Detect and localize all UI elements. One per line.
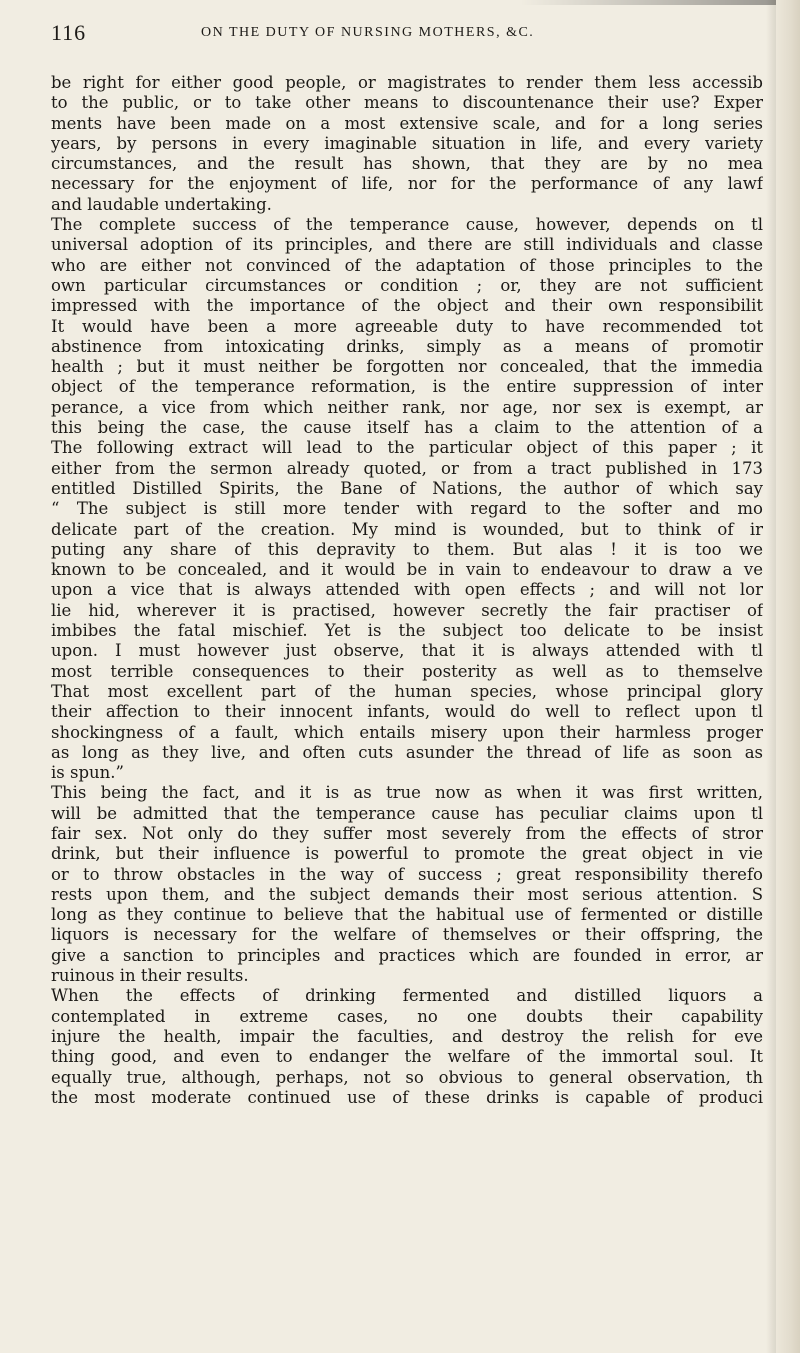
text-line: imbibes the fatal mischief. Yet is the subject too delicate to be insist bbox=[51, 621, 763, 641]
text-line: The complete success of the temperance cause, however, depends on tl bbox=[51, 215, 763, 235]
page-gutter-edge bbox=[776, 0, 800, 1353]
text-line: shockingness of a fault, which entails misery upon their harmless proger bbox=[51, 722, 763, 742]
text-line: as long as they live, and often cuts asunder the thread of life as soon as bbox=[51, 742, 763, 762]
text-line: who are either not convinced of the adaptation of those principles to the bbox=[51, 255, 763, 275]
body-text bbox=[51, 73, 763, 1343]
text-line: ments have been made on a most extensive scale, and for a long series bbox=[51, 113, 763, 133]
text-line: The following extract will lead to the particular object of this paper ; it bbox=[51, 438, 763, 458]
text-line: When the effects of drinking fermented and distilled liquors a bbox=[51, 986, 763, 1006]
text-line: either from the sermon already quoted, or from a tract published in 173 bbox=[51, 458, 763, 478]
text-line: fair sex. Not only do they suffer most severely from the effects of stror bbox=[51, 823, 763, 843]
text-line: abstinence from intoxicating drinks, simply as a means of promotir bbox=[51, 336, 763, 356]
text-line: give a sanction to principles and practices which are founded in error, ar bbox=[51, 945, 763, 965]
text-line: upon a vice that is always attended with open effects ; and will not lor bbox=[51, 580, 763, 600]
text-line: entitled Distilled Spirits, the Bane of Nations, the author of which say bbox=[51, 478, 763, 498]
text-line: It would have been a more agreeable duty to have recommended tot bbox=[51, 316, 763, 336]
text-line: necessary for the enjoyment of life, nor for the performance of any lawf bbox=[51, 174, 763, 194]
page-edge-shadow bbox=[766, 0, 776, 1353]
text-line: universal adoption of its principles, and there are still individuals and classe bbox=[51, 235, 763, 255]
text-line: own particular circumstances or condition ; or, they are not sufficient bbox=[51, 275, 763, 295]
text-line: lie hid, wherever it is practised, however secretly the fair practiser of bbox=[51, 600, 763, 620]
page-header bbox=[51, 20, 771, 50]
text-line: delicate part of the creation. My mind is wounded, but to think of ir bbox=[51, 519, 763, 539]
text-line: or to throw obstacles in the way of success ; great responsibility therefo bbox=[51, 864, 763, 884]
text-line: impressed with the importance of the object and their own responsibilit bbox=[51, 296, 763, 316]
running-head: ON THE DUTY OF NURSING MOTHERS, &C. bbox=[201, 25, 535, 40]
text-line: liquors is necessary for the welfare of themselves or their offspring, the bbox=[51, 925, 763, 945]
text-line: years, by persons in every imaginable situation in life, and every variety bbox=[51, 133, 763, 153]
text-line: health ; but it must neither be forgotten nor concealed, that the immedia bbox=[51, 357, 763, 377]
text-line: thing good, and even to endanger the welfare of the immortal soul. It bbox=[51, 1047, 763, 1067]
text-line: this being the case, the cause itself has a claim to the attention of a bbox=[51, 418, 763, 438]
text-line: their affection to their innocent infants, would do well to reflect upon tl bbox=[51, 702, 763, 722]
page-number: 116 bbox=[51, 20, 87, 45]
text-line: drink, but their influence is powerful to promote the great object in vie bbox=[51, 844, 763, 864]
text-line: be right for either good people, or magistrates to render them less accessib bbox=[51, 73, 763, 92]
text-line: This being the fact, and it is as true now as when it was first written, bbox=[51, 783, 763, 803]
text-line: to the public, or to take other means to discountenance their use? Exper bbox=[51, 93, 763, 113]
text-line: ruinous in their results. bbox=[51, 966, 249, 986]
text-line: equally true, although, perhaps, not so obvious to general observation, th bbox=[51, 1067, 763, 1087]
text-line: the most moderate continued use of these drinks is capable of produci bbox=[51, 1087, 763, 1107]
text-line: contemplated in extreme cases, no one doubts their capability bbox=[51, 1006, 763, 1026]
text-line: injure the health, impair the faculties, and destroy the relish for eve bbox=[51, 1026, 763, 1046]
text-line: That most excellent part of the human species, whose principal glory bbox=[51, 681, 763, 701]
text-line: most terrible consequences to their posterity as well as to themselve bbox=[51, 661, 763, 681]
text-line: “ The subject is still more tender with regard to the softer and mo bbox=[51, 499, 763, 519]
text-line: known to be concealed, and it would be in vain to endeavour to draw a ve bbox=[51, 560, 763, 580]
text-line: object of the temperance reformation, is the entire suppression of inter bbox=[51, 377, 763, 397]
text-line: will be admitted that the temperance cause has peculiar claims upon tl bbox=[51, 803, 763, 823]
text-line: perance, a vice from which neither rank, nor age, nor sex is exempt, ar bbox=[51, 397, 763, 417]
text-line: circumstances, and the result has shown, that they are by no mea bbox=[51, 154, 763, 174]
text-line: puting any share of this depravity to them. But alas ! it is too we bbox=[51, 539, 763, 559]
text-line: upon. I must however just observe, that it is always attended with tl bbox=[51, 641, 763, 661]
text-line: is spun.” bbox=[51, 763, 124, 783]
text-line: and laudable undertaking. bbox=[51, 194, 272, 214]
text-line: long as they continue to believe that the habitual use of fermented or distille bbox=[51, 905, 763, 925]
text-line: rests upon them, and the subject demands their most serious attention. S bbox=[51, 884, 763, 904]
scan-edge-shadow bbox=[520, 0, 800, 5]
